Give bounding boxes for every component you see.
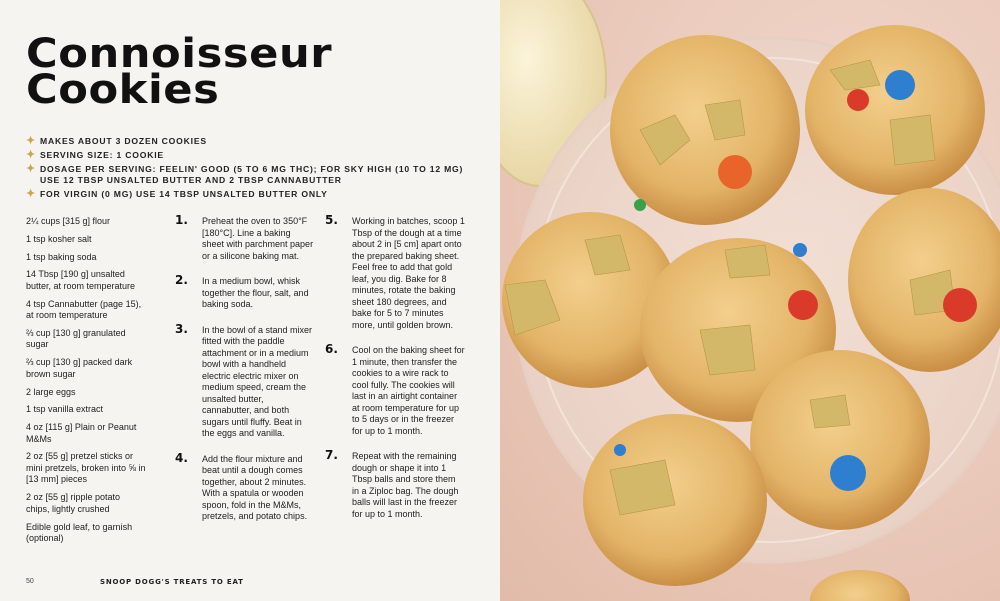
title-line-1: Connoisseur [26, 31, 333, 77]
meta-text: MAKES ABOUT 3 DOZEN COOKIES [40, 136, 207, 146]
recipe-meta-list [26, 136, 466, 203]
step-text: In a medium bowl, whisk together the flour, salt, and baking soda. [202, 276, 309, 309]
step-number: 4. [175, 450, 188, 465]
step-text: Working in batches, scoop 1 Tbsp of the dough at a time about 2 in [5 cm] apart onto the prepared baking sheet. Feel free to add that gold leaf, you dig. Bake for 8 minutes, rotate the baking sheet 180 degrees, and bake for 5 to 7 minutes more, until golden brown. [352, 216, 465, 330]
gold-leaf [610, 460, 675, 515]
sparkle-bullet-icon: ✦ [26, 163, 37, 175]
step-item [175, 213, 315, 262]
ingredient-item: ⅔ cup [130 g] granulated sugar [26, 327, 126, 350]
candy [830, 455, 866, 491]
ingredient-item: 14 Tbsp [190 g] unsalted butter, at room temperature [26, 269, 136, 291]
ingredient-item: 2 oz [55 g] pretzel sticks or mini pretzels, broken into ⅝ in [13 mm] pieces [26, 451, 146, 485]
cookie [610, 35, 800, 225]
candy [793, 243, 807, 257]
title-line-2: Cookies [26, 67, 220, 113]
running-footer-title: SNOOP DOGG'S TREATS TO EAT [100, 578, 244, 586]
ingredient-item: ⅔ cup [130 g] packed dark brown sugar [26, 357, 133, 379]
cookie [750, 350, 930, 530]
gold-leaf [810, 395, 850, 428]
ingredient-item: 4 tsp Cannabutter (page 15), at room temperature [26, 298, 142, 321]
meta-item [26, 136, 466, 147]
candy [847, 89, 869, 111]
cookies-photo [500, 0, 1000, 601]
right-page-photo [500, 0, 1000, 601]
step-number: 3. [175, 321, 188, 336]
step-item [175, 273, 315, 311]
ingredient-item: 2 large eggs [26, 386, 76, 397]
gold-leaf [725, 245, 770, 278]
meta-item [26, 189, 466, 200]
steps-column-2 [325, 213, 465, 520]
step-text: In the bowl of a stand mixer fitted with the paddle attachment or in a medium bowl with a handheld electric electric mixer on medium speed, cream the unsalted butter, cannabutter, and both sugars until fluffy. Beat in the eggs and vanilla. [202, 324, 313, 438]
step-text: Preheat the oven to 350°F [180°C]. Line a baking sheet with parchment paper or a silicone baking mat. [202, 216, 314, 261]
meta-text: FOR VIRGIN (0 MG) USE 14 TBSP UNSALTED BUTTER ONLY [40, 189, 328, 199]
meta-text: SERVING SIZE: 1 COOKIE [40, 150, 164, 160]
candy [614, 444, 626, 456]
ingredient-item: 2 oz [55 g] ripple potato chips, lightly crushed [26, 492, 121, 514]
gold-leaf [700, 325, 755, 375]
step-item [325, 342, 465, 437]
sparkle-bullet-icon: ✦ [26, 149, 37, 161]
cookie [810, 570, 910, 601]
step-text: Cool on the baking sheet for 1 minute, then transfer the cookies to a wire rack to cool fully. The cookies will last in an airtight container at room temperature for up to 5 days or in the freezer for up to 1 month. [352, 345, 465, 436]
step-number: 6. [325, 342, 338, 356]
sparkle-bullet-icon: ✦ [26, 188, 37, 200]
candy [788, 290, 818, 320]
step-item [325, 448, 465, 520]
ingredient-item: 1 tsp vanilla extract [26, 404, 104, 415]
step-item [175, 321, 315, 440]
step-number: 5. [325, 213, 338, 227]
ingredient-item: 1 tsp kosher salt [26, 233, 92, 244]
page-number: 50 [26, 578, 34, 585]
step-text: Repeat with the remaining dough or shape it into 1 Tbsp balls and store them in a Ziploc bag. The dough balls will last in the freezer for up to 1 month. [352, 451, 459, 519]
ingredient-item: 4 oz [115 g] Plain or Peanut M&Ms [26, 422, 137, 444]
meta-text: DOSAGE PER SERVING: FEELIN' GOOD (5 TO 6 MG THC); FOR SKY HIGH (10 TO 12 MG) USE 12 TBSP UNSALTED BUTTER AND 2 TBSP CANNABUTTER [40, 164, 464, 185]
step-text: Add the flour mixture and beat until a dough comes together, about 2 minutes. With a spatula or wooden spoon, fold in the M&Ms, pretzels, and potato chips. [202, 453, 308, 521]
candy [943, 288, 977, 322]
step-item [325, 213, 465, 331]
ingredient-item: Edible gold leaf, to garnish (optional) [26, 521, 133, 544]
cookie [583, 414, 767, 586]
ingredient-item: 2¼ cups [315 g] flour [26, 216, 111, 226]
step-number: 7. [325, 448, 338, 462]
sparkle-bullet-icon: ✦ [26, 135, 37, 147]
gold-leaf [890, 115, 935, 165]
ingredients-list [26, 216, 146, 551]
cookie [805, 25, 985, 195]
meta-item [26, 150, 466, 161]
ingredient-item: 1 tsp baking soda [26, 251, 97, 262]
candy [634, 199, 646, 211]
candy [885, 70, 915, 100]
step-number: 2. [175, 273, 188, 287]
recipe-title [26, 31, 333, 113]
step-number: 1. [175, 213, 188, 227]
steps-column-1 [175, 213, 315, 523]
step-item [175, 450, 315, 523]
meta-item [26, 164, 466, 186]
candy [718, 155, 752, 189]
